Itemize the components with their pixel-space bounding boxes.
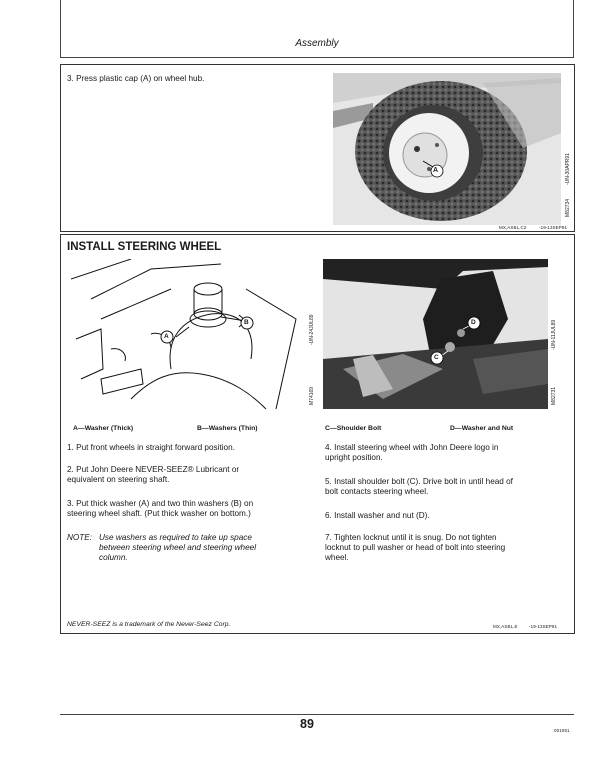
- step-3-line-1: 3. Put thick washer (A) and two thin washers (B) on: [67, 499, 254, 508]
- footer-code: 001091: [554, 728, 570, 733]
- header-left-rule: [60, 0, 61, 58]
- main-date-code: -19-13SEP91: [529, 624, 558, 629]
- drawing-marker-a: A: [164, 333, 169, 340]
- step-4-line-2: upright position.: [325, 453, 383, 462]
- step-7-line-1: 7. Tighten locknut until it is snug. Do not tighten: [325, 533, 497, 542]
- wheel-hub-photo: [333, 73, 561, 225]
- section-title: INSTALL STEERING WHEEL: [67, 241, 222, 253]
- step-5-line-1: 5. Install shoulder bolt (C). Drive bolt in until head of: [325, 477, 513, 486]
- trademark-note: NEVER-SEEZ is a trademark of the Never-Seez Corp.: [67, 621, 231, 628]
- step-5-line-2: bolt contacts steering wheel.: [325, 487, 429, 496]
- wheel-photo-illustration: [333, 73, 561, 225]
- wheel-cap-panel: [60, 64, 575, 232]
- top-photo-id: M82734: [565, 198, 571, 217]
- main-ref-code: MX,ASBL,E: [493, 624, 518, 629]
- step-2-line-2: equivalent on steering shaft.: [67, 475, 170, 484]
- right-figure-id: M82731: [551, 386, 557, 405]
- top-date-code: -19-13SEP91: [539, 225, 568, 230]
- note-line-3: column.: [99, 553, 128, 562]
- page-number: 89: [300, 717, 314, 731]
- left-figure-id: M74169: [309, 386, 315, 405]
- right-figure-vertical-code: -UN-11JUL89: [551, 319, 557, 350]
- legend-a: A—Washer (Thick): [73, 425, 134, 432]
- photo-marker-c: C: [434, 354, 439, 361]
- top-ref-code: MX,ASBL,C2: [499, 225, 527, 230]
- legend-c: C—Shoulder Bolt: [325, 425, 382, 432]
- photo-marker-d: D: [471, 319, 476, 326]
- section-header: Assembly: [295, 38, 339, 49]
- note-line-2: between steering wheel and steering wheel: [99, 543, 257, 552]
- step-6: 6. Install washer and nut (D).: [325, 511, 430, 520]
- step-3-line-2: steering wheel shaft. (Put thick washer on bottom.): [67, 509, 251, 518]
- drawing-marker-b: B: [244, 319, 249, 326]
- steering-photo-illustration: [323, 259, 548, 409]
- step-7-line-3: wheel.: [325, 553, 349, 562]
- steering-wheel-panel: [60, 234, 575, 634]
- footer-rule: [60, 714, 574, 715]
- step-2-line-1: 2. Put John Deere NEVER-SEEZ® Lubricant or: [67, 465, 240, 474]
- wheel-marker-a: A: [433, 167, 439, 174]
- step-7-line-2: locknut to pull washer or head of bolt into steering: [325, 543, 506, 552]
- steering-wheel-photo: [323, 259, 548, 409]
- legend-b: B—Washers (Thin): [197, 425, 258, 432]
- step-1: 1. Put front wheels in straight forward position.: [67, 443, 235, 452]
- step-4-line-1: 4. Install steering wheel with John Deere logo in: [325, 443, 499, 452]
- note-line-1: Use washers as required to take up space: [99, 533, 252, 542]
- left-figure-vertical-code: -UN-24JUL89: [309, 314, 315, 345]
- header-right-rule: [573, 0, 574, 58]
- header-bottom-rule: [60, 57, 574, 58]
- steering-column-illustration: [71, 259, 306, 411]
- legend-d: D—Washer and Nut: [450, 425, 514, 432]
- steering-column-drawing: [71, 259, 306, 411]
- note-label: NOTE:: [67, 533, 93, 542]
- step-3-cap: 3. Press plastic cap (A) on wheel hub.: [67, 74, 205, 83]
- top-photo-vertical-code: -UN-30APR91: [565, 153, 571, 185]
